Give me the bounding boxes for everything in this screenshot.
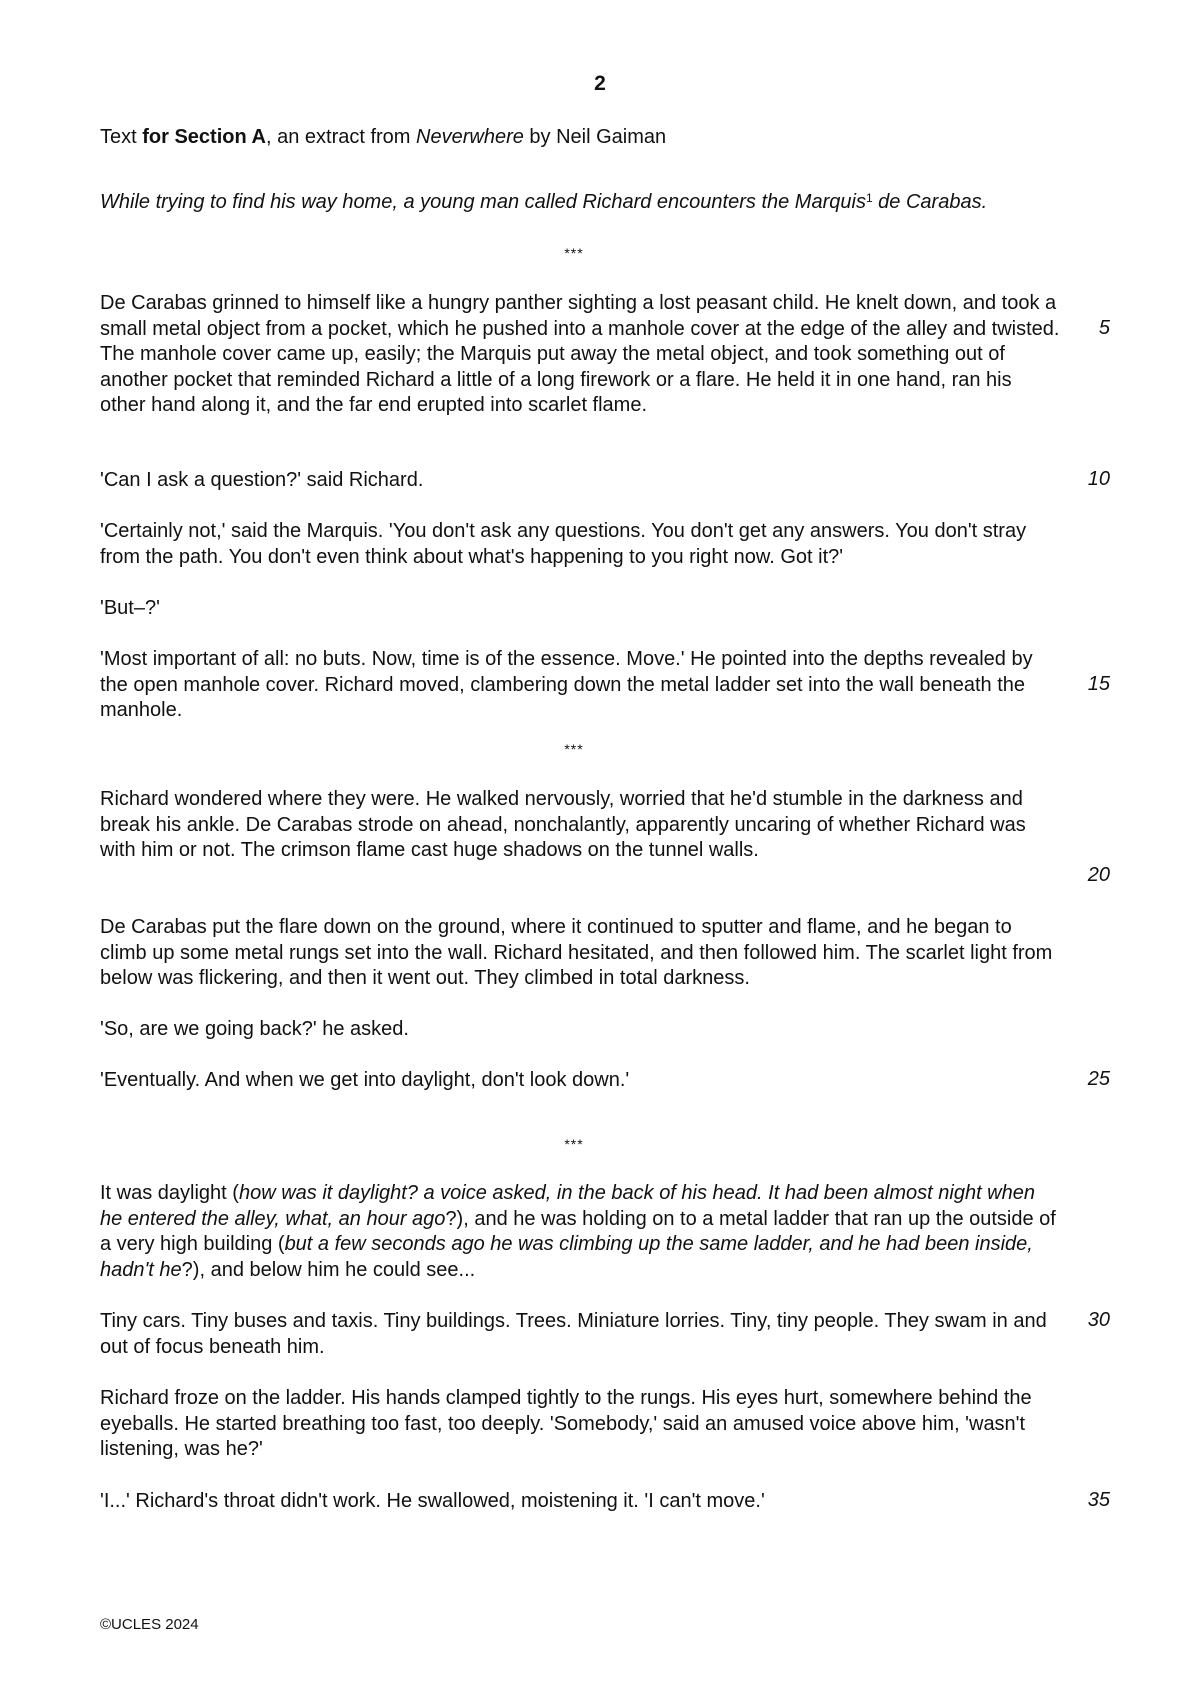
paragraph-1: De Carabas grinned to himself like a hungry panther sighting a lost peasant child. He knelt down, and took a small metal object from a pocket, which he pushed into a manhole cover at the edge of the alley and twisted. The manhole cover came up, easily; the Marquis put away the metal object, and took something out of another pocket that reminded Richard a little of a long firework or a flare. He held it in one hand, ran his other hand along it, and the far end erupted into scarlet flame. [100,292,1060,416]
paragraph-10-thought-1: how was it daylight? a voice asked, in the back of his head. It had been almost night when he entered the alley, what, an hour ago [100,1182,1035,1230]
paragraph-7: De Carabas put the flare down on the ground, where it continued to sputter and flame, and he began to climb up some metal rungs set into the wall. Richard hesitated, and then followed him. The scarlet light from below was flickering, and then it went out. They climbed in total darkness. [100,916,1053,989]
separator-2: *** [564,741,584,757]
separator-1: *** [564,245,584,261]
paragraph-3: 'Certainly not,' said the Marquis. 'You don't ask any questions. You don't get any answers. You don't stray from the path. You don't even think about what's happening to you right now. Got it?' [100,520,1027,568]
line-number-5: 5 [1098,317,1110,339]
line-number-35: 35 [1087,1489,1110,1511]
paragraph-5: 'Most important of all: no buts. Now, time is of the essence. Move.' He pointed into the depths revealed by the open manhole cover. Richard moved, clambering down the metal ladder set into the wall beneath the manhole. [100,648,1033,721]
separator-3: *** [564,1136,584,1152]
paragraph-10-part-3: ?), and below him he could see... [181,1258,476,1281]
paragraph-12: Richard froze on the ladder. His hands clamped tightly to the rungs. His eyes hurt, somewhere behind the eyeballs. He started breathing too fast, too deeply. 'Somebody,' said an amused voice above him, 'wasn't listening, was he?' [100,1387,1032,1460]
heading-middle: , an extract from [265,126,417,148]
paragraph-10-part-2: ?), and he was holding on to a metal ladder that ran up the outside of a very high building ( [100,1207,1056,1255]
line-number-25: 25 [1087,1068,1110,1090]
intro-text-after: de Carabas. [872,191,988,213]
heading-bold: for Section A [142,126,266,148]
paragraph-10 [100,1181,1060,1283]
footnote-marker: 1 [865,191,873,205]
book-title: Neverwhere [416,126,524,148]
paragraph-2: 'Can I ask a question?' said Richard. [100,469,424,491]
line-number-20: 20 [1087,864,1110,886]
intro-text [100,189,1050,215]
heading-prefix: Text [100,126,143,148]
line-number-10: 10 [1087,468,1110,490]
line-number-30: 30 [1087,1309,1110,1331]
page-number: 2 [594,72,606,95]
paragraph-11: Tiny cars. Tiny buses and taxis. Tiny buildings. Trees. Miniature lorries. Tiny, tiny people. They swam in and out of focus beneath him. [100,1310,1047,1358]
paragraph-10-thought-2: but a few seconds ago he was climbing up the same ladder, and he had been inside, hadn't he [100,1233,1033,1281]
heading-suffix: by Neil Gaiman [523,126,667,148]
paragraph-6: Richard wondered where they were. He walked nervously, worried that he'd stumble in the darkness and break his ankle. De Carabas strode on ahead, nonchalantly, apparently uncaring of whether Richard was with him or not. The crimson flame cast huge shadows on the tunnel walls. [100,788,1026,861]
line-number-15: 15 [1087,673,1110,695]
paragraph-9: 'Eventually. And when we get into daylight, don't look down.' [100,1069,630,1091]
section-heading [100,126,666,149]
copyright-footer: ©UCLES 2024 [100,1616,199,1633]
intro-text-before: While trying to find his way home, a young man called Richard encounters the Marquis [100,191,866,213]
paragraph-10-part-1: It was daylight ( [100,1182,239,1204]
paragraph-13: 'I...' Richard's throat didn't work. He swallowed, moistening it. 'I can't move.' [100,1490,765,1512]
paragraph-8: 'So, are we going back?' he asked. [100,1018,409,1040]
paragraph-4: 'But–?' [100,597,160,619]
